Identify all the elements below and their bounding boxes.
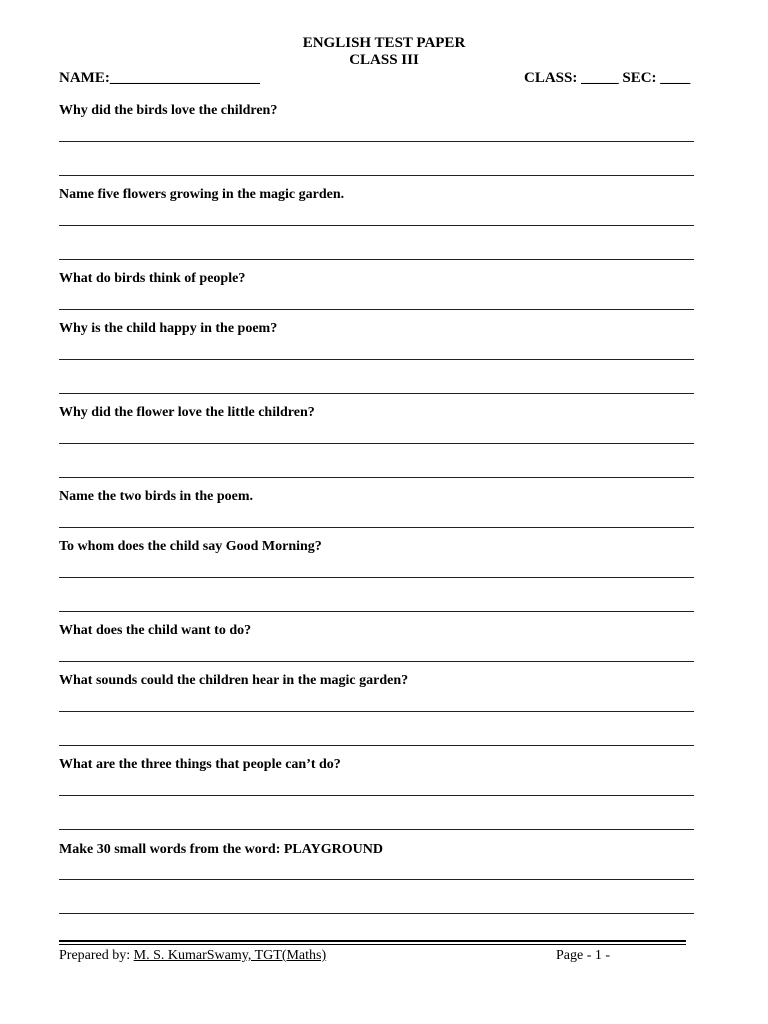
- answer-line: [59, 527, 694, 528]
- answer-line: [59, 611, 694, 612]
- footer-rule-thick: [59, 940, 686, 942]
- question-1: Why did the birds love the children?: [59, 103, 278, 118]
- answer-line: [59, 829, 694, 830]
- answer-line: [59, 913, 694, 914]
- question-11: Make 30 small words from the word: PLAYGROUND: [59, 842, 383, 857]
- question-3: What do birds think of people?: [59, 271, 246, 286]
- answer-line: [59, 795, 694, 796]
- question-8: What does the child want to do?: [59, 623, 252, 638]
- answer-line: [59, 309, 694, 310]
- answer-line: [59, 577, 694, 578]
- paper-title: ENGLISH TEST PAPER: [302, 35, 466, 51]
- footer-rule-thin: [59, 944, 686, 945]
- answer-line: [59, 879, 694, 880]
- prepared-label: Prepared by:: [59, 948, 134, 963]
- question-10: What are the three things that people can’t do?: [59, 757, 341, 772]
- question-4: Why is the child happy in the poem?: [59, 321, 278, 336]
- answer-line: [59, 141, 694, 142]
- prepared-by: [59, 948, 326, 964]
- question-9: What sounds could the children hear in the magic garden?: [59, 673, 409, 688]
- answer-line: [59, 225, 694, 226]
- class-title: CLASS III: [349, 52, 419, 68]
- answer-line: [59, 745, 694, 746]
- question-6: Name the two birds in the poem.: [59, 489, 254, 504]
- answer-line: [59, 477, 694, 478]
- question-7: To whom does the child say Good Morning?: [59, 539, 322, 554]
- author-name: M. S. KumarSwamy, TGT(Maths): [133, 948, 327, 963]
- class-sec-field: CLASS: _____ SEC: ____: [524, 70, 691, 86]
- answer-line: [59, 359, 694, 360]
- question-5: Why did the flower love the little children?: [59, 405, 315, 420]
- answer-line: [59, 443, 694, 444]
- answer-line: [59, 711, 694, 712]
- answer-line: [59, 175, 694, 176]
- answer-line: [59, 259, 694, 260]
- name-field: NAME:____________________: [59, 70, 260, 86]
- answer-line: [59, 393, 694, 394]
- question-2: Name five flowers growing in the magic garden.: [59, 187, 345, 202]
- page-number: Page - 1 -: [556, 948, 611, 963]
- answer-line: [59, 661, 694, 662]
